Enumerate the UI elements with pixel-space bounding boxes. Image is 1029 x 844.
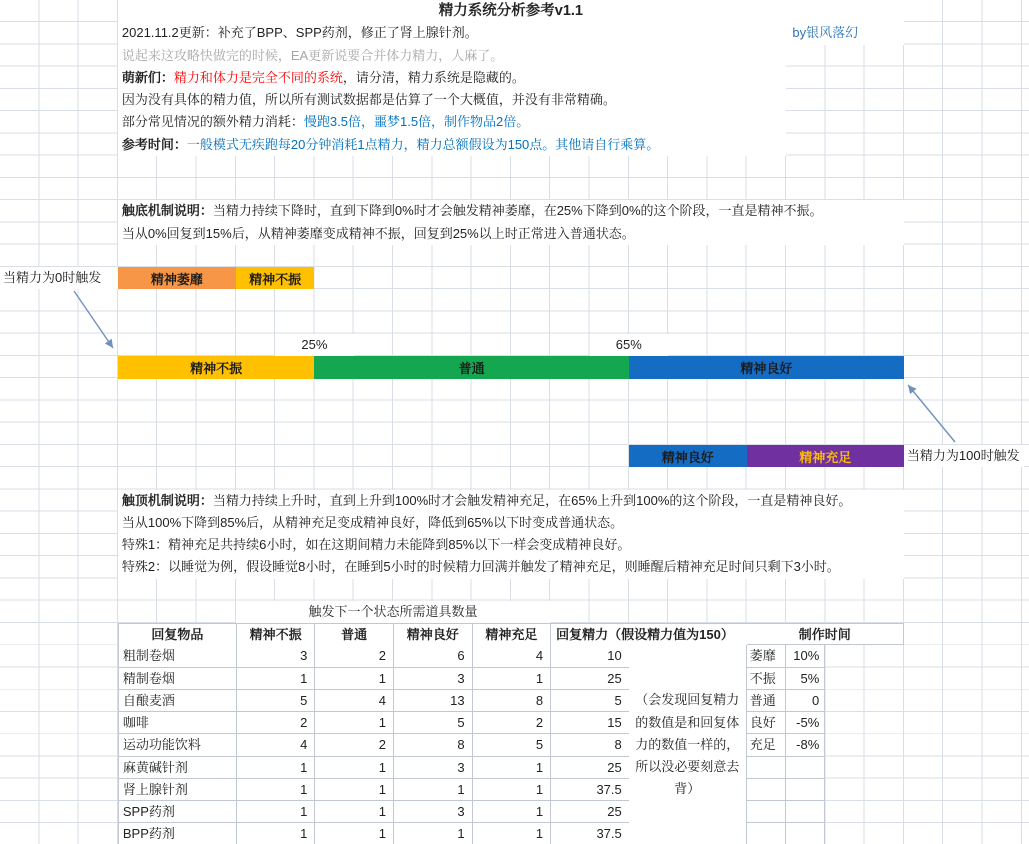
value-cell: 6 [394,645,473,667]
value-cell: 1 [315,757,394,779]
value-cell: 2 [315,734,394,756]
value-cell: 1 [473,801,552,823]
value-cell: 5 [394,712,473,734]
craft-value-cell: -5% [786,712,825,734]
value-cell: 4 [473,645,552,667]
table-note [629,645,747,844]
craft-state-cell: 萎靡 [747,645,786,667]
table-row [119,801,630,823]
item-name-cell: 自酿麦酒 [119,690,237,712]
craft-state-cell [747,823,786,844]
craft-row [747,668,826,690]
value-cell: 3 [394,801,473,823]
col-header-full: 精神充足 [473,624,552,646]
item-name-cell: SPP药剂 [119,801,237,823]
craft-value-cell [786,801,825,823]
craft-state-cell [747,757,786,779]
value-cell: 3 [394,668,473,690]
main-state-bar [118,356,904,378]
low-state-bar [118,267,314,289]
table-row [119,757,630,779]
floor-heading-text: 当精力持续下降时，直到下降到0%时才会触发精神萎靡，在25%下降到0%的这个阶段，一直是精神不振。 [212,203,823,219]
bar-segment-normal: 普通 [314,356,628,378]
table-caption: 触发下一个状态所需道具数量 [236,601,550,623]
bar-segment-full: 精神充足 [747,445,904,467]
value-cell: 10 [551,645,630,667]
value-cell: 37.5 [551,823,630,844]
value-cell: 5 [237,690,316,712]
ceiling-special1: 特殊1：精神充足共持续6小时，如在这期间精力未能降到85%以下一样会变成精神良好。 [118,534,904,556]
table-row [119,690,630,712]
table-row [119,712,630,734]
value-cell: 3 [394,757,473,779]
aside-note: 说起来这攻略快做完的时候，EA更新说要合并体力精力，人麻了。 [118,45,786,67]
value-cell: 13 [394,690,473,712]
note-line: 背） [674,781,701,797]
value-cell: 5 [473,734,552,756]
value-cell: 1 [237,801,316,823]
item-name-cell: 麻黄碱针剂 [119,757,237,779]
col-header-normal: 普通 [315,624,394,646]
threshold-65-label: 65% [590,334,669,356]
craft-row [747,801,826,823]
item-name-cell: 精制卷烟 [119,668,237,690]
craft-row [747,823,826,844]
value-cell: 2 [315,645,394,667]
newbie-prefix: 萌新们： [121,69,174,85]
newbie-note [118,67,786,89]
ceiling-special2: 特殊2：以睡觉为例，假设睡觉8小时，在睡到5小时的时候精力回满并触发了精神充足，则睡醒后精神充足时间只剩下3小时。 [118,556,904,578]
threshold-25-label: 25% [275,334,354,356]
bar-segment-wilted: 精神萎靡 [118,267,236,289]
craft-time-table [747,645,826,844]
trigger-zero-label: 当精力为0时触发 [0,267,118,289]
consumption-detail: 慢跑3.5倍，噩梦1.5倍，制作物品2倍。 [303,114,530,130]
value-cell: 1 [315,801,394,823]
craft-value-cell [786,779,825,801]
newbie-suffix: ，请分清，精力系统是隐藏的。 [342,69,525,85]
bar-segment-listless: 精神不振 [236,267,315,289]
craft-state-cell: 不振 [747,668,786,690]
consumption-note [118,111,786,133]
col-header-listless: 精神不振 [237,624,316,646]
value-cell: 1 [315,779,394,801]
floor-heading [118,200,904,222]
note-line: 力的数值一样的， [635,736,740,752]
craft-state-cell: 充足 [747,734,786,756]
trigger-hundred-label: 当精力为100时触发 [904,445,1024,467]
item-name-cell: 粗制卷烟 [119,645,237,667]
ceiling-line2: 当从100%下降到85%后，从精神充足变成精神良好，降低到65%以下时变成普通状态。 [118,512,904,534]
value-cell: 1 [473,823,552,844]
item-table [118,645,630,844]
value-cell: 4 [237,734,316,756]
newbie-highlight: 精力和体力是完全不同的系统 [173,69,343,85]
value-cell: 2 [237,712,316,734]
value-cell: 1 [394,823,473,844]
page-title: 精力系统分析参考v1.1 [118,0,904,22]
time-detail: 一般模式无疾跑每20分钟消耗1点精力，精力总额假设为150点。其他请自行乘算。 [186,136,660,152]
table-row [119,668,630,690]
value-cell: 8 [551,734,630,756]
consumption-prefix: 部分常见情况的额外精力消耗： [121,114,304,130]
craft-row [747,734,826,756]
value-cell: 37.5 [551,779,630,801]
value-cell: 2 [473,712,552,734]
item-name-cell: 咖啡 [119,712,237,734]
value-cell: 1 [315,712,394,734]
time-prefix: 参考时间： [121,136,187,152]
value-cell: 1 [237,757,316,779]
author-link[interactable]: by银风落幻 [747,22,904,44]
table-row [119,734,630,756]
craft-time-header: 制作时间 [747,623,904,645]
item-name-cell: BPP药剂 [119,823,237,844]
craft-row [747,690,826,712]
craft-state-cell: 良好 [747,712,786,734]
floor-line2: 当从0%回复到15%后，从精神萎靡变成精神不振，回复到25%以上时正常进入普通状态。 [118,223,904,245]
craft-row [747,712,826,734]
col-header-restore: 回复精力（假设精力值为150） [551,624,748,646]
value-cell: 1 [473,757,552,779]
item-name-cell: 运动功能饮料 [119,734,237,756]
bar-segment-listless: 精神不振 [118,356,315,378]
value-cell: 25 [551,801,630,823]
value-cell: 5 [551,690,630,712]
update-note: 2021.11.2更新：补充了BPP、SPP药剂，修正了肾上腺针剂。 [118,22,747,44]
craft-state-cell [747,801,786,823]
value-cell: 1 [473,779,552,801]
accuracy-note: 因为没有具体的精力值，所以所有测试数据都是估算了一个大概值，并没有非常精确。 [118,89,786,111]
value-cell: 4 [315,690,394,712]
craft-value-cell [786,823,825,844]
item-name-cell: 肾上腺针剂 [119,779,237,801]
craft-value-cell [786,757,825,779]
ceiling-heading [118,490,904,512]
ceiling-heading-prefix: 触顶机制说明： [121,492,213,508]
value-cell: 15 [551,712,630,734]
high-state-bar [629,445,904,467]
craft-row [747,757,826,779]
arrow-to-zero-trigger [74,291,113,348]
craft-value-cell: -8% [786,734,825,756]
craft-state-cell [747,779,786,801]
table-row [119,779,630,801]
col-header-good: 精神良好 [394,624,473,646]
ceiling-heading-text: 当精力持续上升时，直到上升到100%时才会触发精神充足，在65%上升到100%的这个阶段，一直是精神良好。 [212,492,852,508]
value-cell: 1 [315,823,394,844]
table-row [119,645,630,667]
value-cell: 8 [473,690,552,712]
reference-time-note [118,134,786,156]
craft-value-cell: 0 [786,690,825,712]
craft-value-cell: 10% [786,645,825,667]
note-line: 所以没必要刻意去 [635,759,740,774]
col-header-item: 回复物品 [119,624,237,646]
value-cell: 1 [237,779,316,801]
value-cell: 1 [394,779,473,801]
craft-state-cell: 普通 [747,690,786,712]
value-cell: 3 [237,645,316,667]
arrow-to-hundred-trigger [908,385,955,442]
craft-row [747,779,826,801]
value-cell: 1 [315,668,394,690]
floor-heading-prefix: 触底机制说明： [121,203,213,219]
note-line: 的数值是和回复体 [635,714,740,730]
value-cell: 8 [394,734,473,756]
value-cell: 1 [237,823,316,844]
table-row [119,823,630,844]
value-cell: 1 [237,668,316,690]
value-cell: 25 [551,668,630,690]
craft-value-cell: 5% [786,668,825,690]
bar-segment-good: 精神良好 [629,445,747,467]
table-header-row [118,623,748,646]
bar-segment-good: 精神良好 [629,356,904,378]
value-cell: 1 [473,668,552,690]
value-cell: 25 [551,757,630,779]
note-line: （会发现回复精力 [635,692,740,708]
craft-row [747,645,826,667]
